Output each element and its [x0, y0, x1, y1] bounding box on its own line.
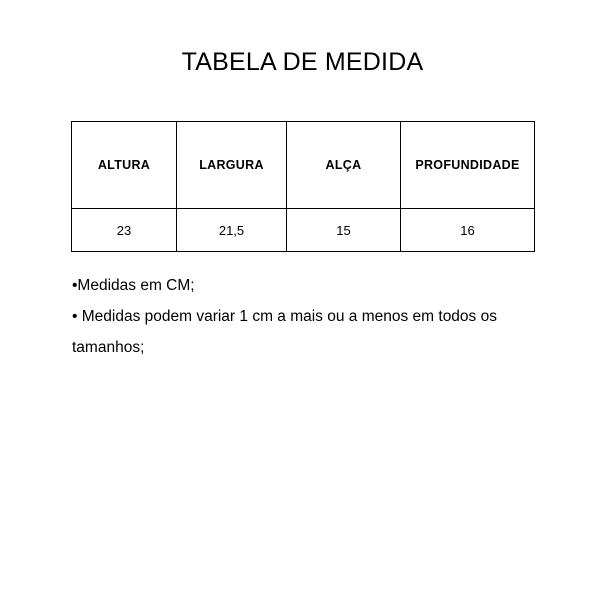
header-largura: LARGURA: [177, 122, 287, 209]
value-alca: 15: [287, 209, 401, 252]
value-largura: 21,5: [177, 209, 287, 252]
page-title: TABELA DE MEDIDA: [181, 48, 424, 76]
measurements-table: [71, 121, 535, 252]
value-profundidade: 16: [401, 209, 535, 252]
header-altura: ALTURA: [72, 122, 177, 209]
header-profundidade: PROFUNDIDADE: [401, 122, 535, 209]
note-variation: • Medidas podem variar 1 cm a mais ou a menos em todos os tamanhos;: [72, 308, 497, 356]
header-alca: ALÇA: [287, 122, 401, 209]
value-altura: 23: [72, 209, 177, 252]
table-header-row: [72, 122, 535, 209]
notes: [72, 270, 542, 363]
table-row: [72, 209, 535, 252]
note-units: •Medidas em CM;: [72, 277, 195, 294]
